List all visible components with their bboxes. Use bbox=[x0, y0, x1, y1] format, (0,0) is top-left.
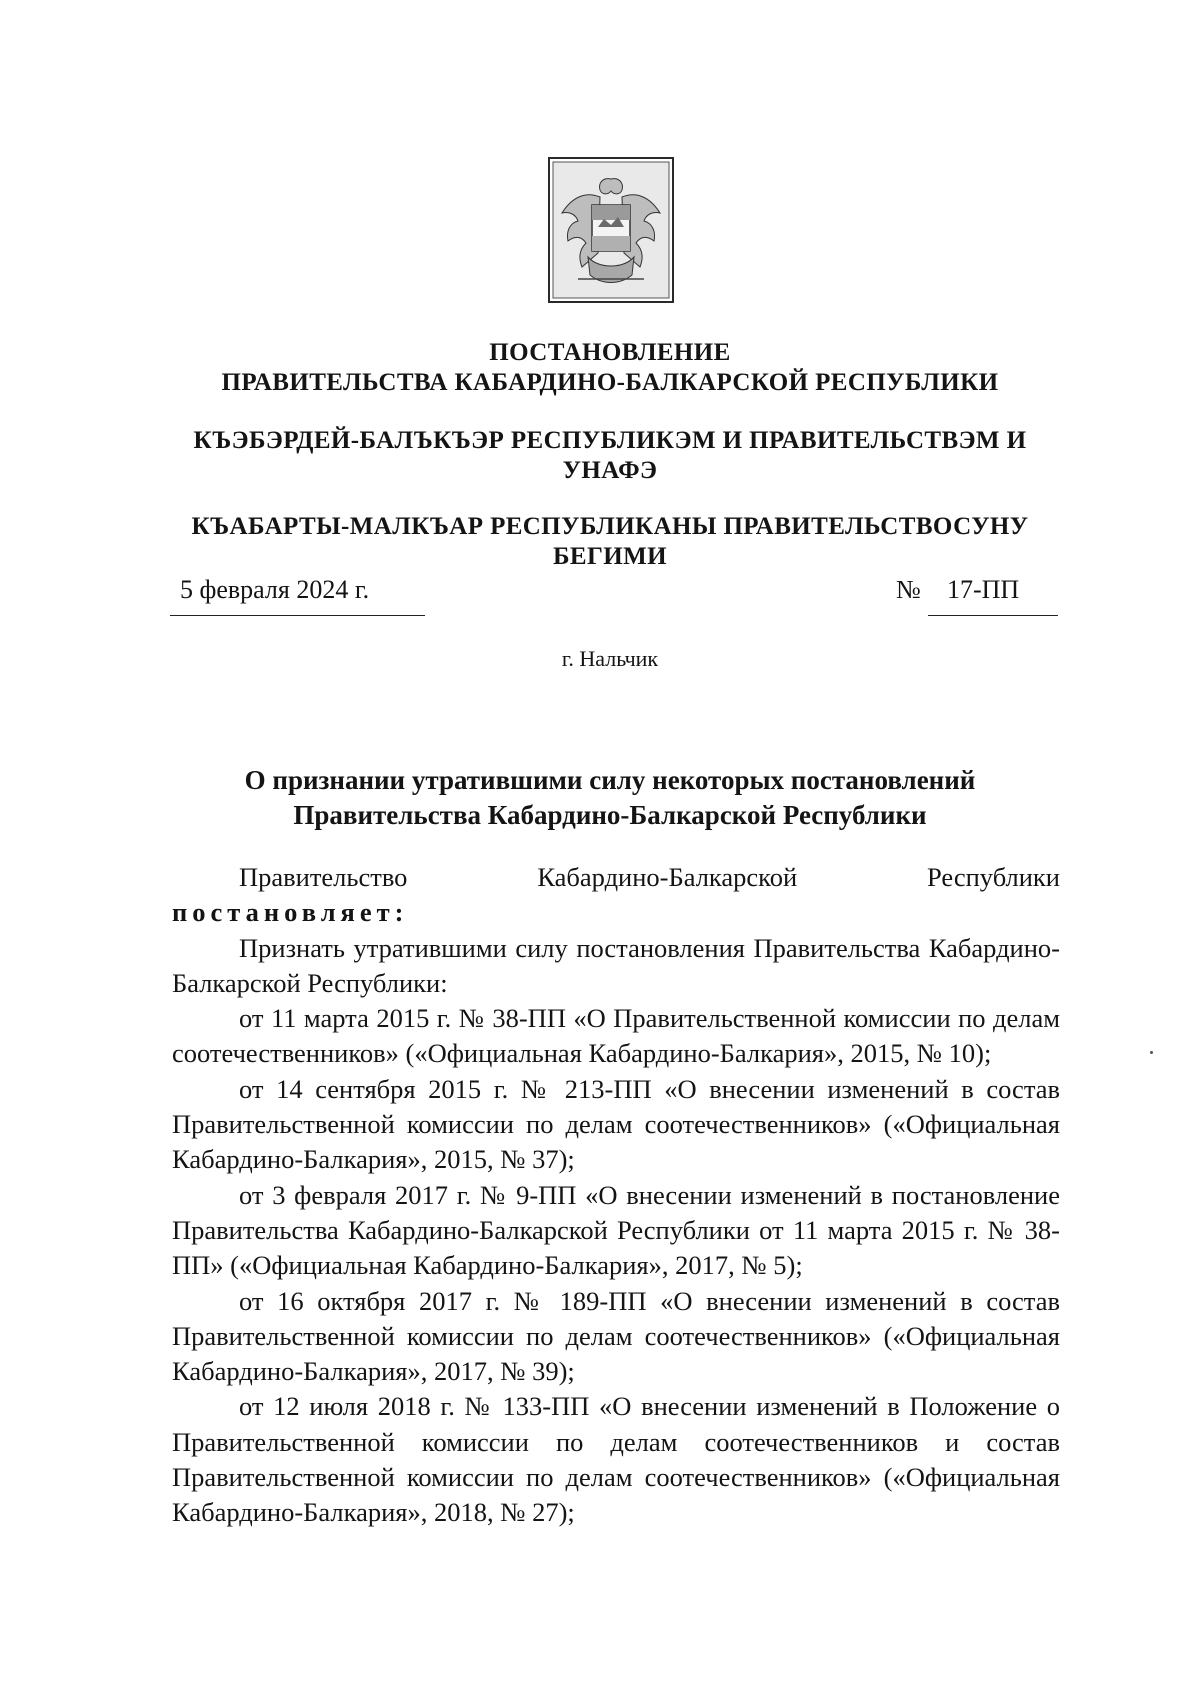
intro-paragraph: Правительство Кабардино-Балкарской Республики bbox=[239, 862, 1060, 892]
list-item: от 16 октября 2017 г. № 189-ПП «О внесении изменений в состав Правительственной комиссии по делам соотечественников» («Официальная Кабардино-Балкария», 2017, № 39); bbox=[172, 1285, 1060, 1387]
kabardian-line-1: КЪЭБЭРДЕЙ-БАЛЪКЪЭР РЕСПУБЛИКЭМ И ПРАВИТЕЛЬСТВЭМ И bbox=[193, 427, 1027, 454]
balkar-line-2: БЕГИМИ bbox=[553, 543, 667, 570]
number-sign: № bbox=[896, 575, 921, 604]
balkar-title bbox=[160, 512, 1060, 572]
balkar-line-1: КЪАБАРТЫ-МАЛКЪАР РЕСПУБЛИКАНЫ ПРАВИТЕЛЬСТВОСУНУ bbox=[191, 513, 1029, 540]
city: г. Нальчик bbox=[561, 646, 659, 671]
main-paragraph: Признать утратившими силу постановления Правительства Кабардино-Балкарской Республики: bbox=[172, 932, 1060, 998]
document-title bbox=[160, 338, 1060, 398]
document-date: 5 февраля 2024 г. bbox=[180, 575, 370, 604]
document-subject bbox=[160, 763, 1060, 833]
date-underline bbox=[170, 615, 425, 616]
kabardian-line-2: УНАФЭ bbox=[562, 457, 658, 484]
list-item: от 14 сентября 2015 г. № 213-ПП «О внесении изменений в состав Правительственной комиссии по делам соотечественников» («Официальная Кабардино-Балкария», 2015, № 37); bbox=[172, 1073, 1060, 1175]
subject-line-1: О признании утратившими силу некоторых постановлений bbox=[244, 765, 976, 795]
document-number: 17-ПП bbox=[947, 575, 1020, 604]
kabardian-title bbox=[160, 426, 1060, 486]
list-item: от 3 февраля 2017 г. № 9-ПП «О внесении изменений в постановление Правительства Кабардино-Балкарской Республики от 11 марта 2015 г. № 38-ПП» («Официальная Кабардино-Балкария», 2017, № 5); bbox=[172, 1179, 1060, 1281]
title-line-2: ПРАВИТЕЛЬСТВА КАБАРДИНО-БАЛКАРСКОЙ РЕСПУБЛИКИ bbox=[221, 369, 999, 396]
decree-word: постановляет: bbox=[172, 897, 409, 928]
scan-speck bbox=[1150, 1051, 1153, 1054]
subject-line-2: Правительства Кабардино-Балкарской Республики bbox=[293, 800, 927, 830]
title-line-1: ПОСТАНОВЛЕНИЕ bbox=[489, 339, 731, 366]
list-item: от 12 июля 2018 г. № 133-ПП «О внесении изменений в Положение о Правительственной комиссии по делам соотечественников и состав Правительственной комиссии по делам соотечественников» («Официальная Кабардино-Балкария», 2018, № 27); bbox=[172, 1391, 1060, 1528]
coat-of-arms-emblem bbox=[548, 157, 674, 303]
document-body bbox=[172, 860, 1060, 1531]
number-underline bbox=[928, 615, 1058, 616]
list-item: от 11 марта 2015 г. № 38-ПП «О Правительственной комиссии по делам соотечественников» («Официальная Кабардино-Балкария», 2015, № 10); bbox=[172, 1003, 1060, 1069]
